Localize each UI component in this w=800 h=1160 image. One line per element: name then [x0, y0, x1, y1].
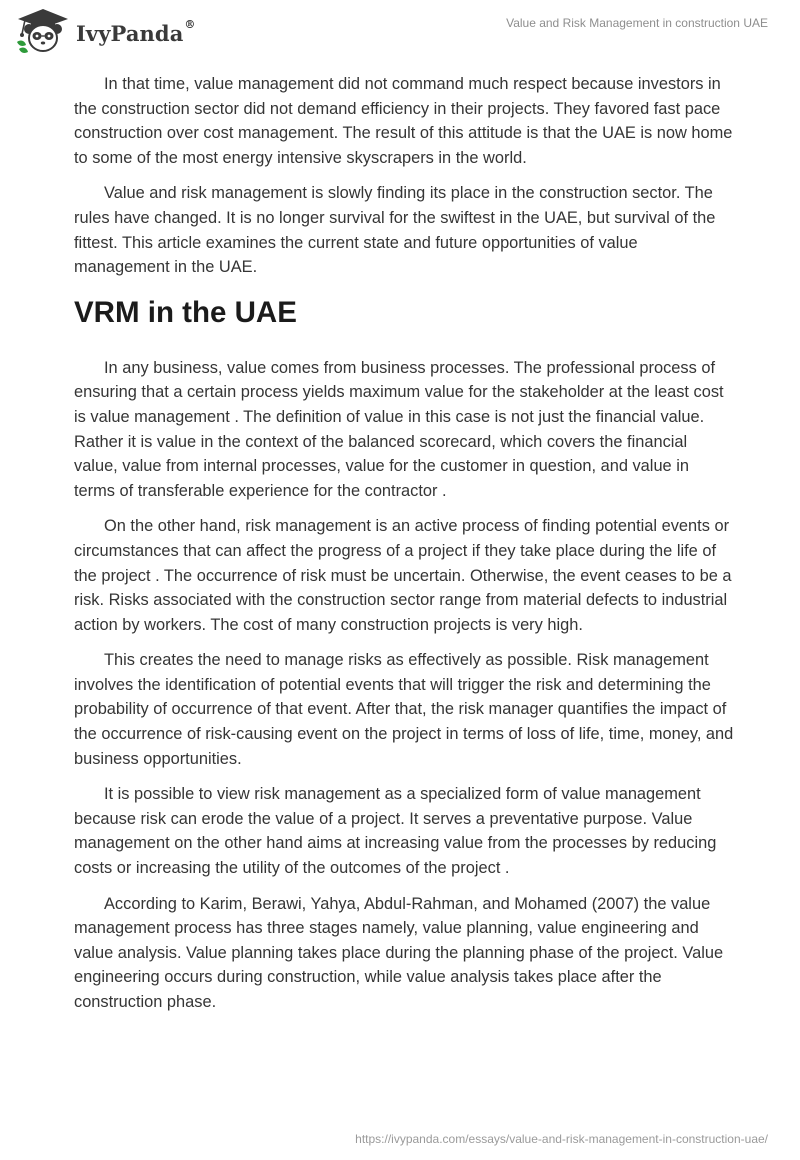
logo-text: IvyPanda [76, 20, 184, 46]
essay-content [74, 72, 734, 1026]
paragraph: According to Karim, Berawi, Yahya, Abdul-Rahman, and Mohamed (2007) the value management process has three stages namely, value planning, value engineering and value analysis. Value planning takes place during the planning phase of the project. Value engineering occurs during construction, while value analysis takes place after the construction phase. [74, 894, 724, 1011]
paragraph: On the other hand, risk management is an active process of finding potential events or circumstances that can affect the progress of a project if they take place during the life of the project . The occurrence of risk must be uncertain. Otherwise, the event ceases to be a risk. Risks associated with the construction sector range from material defects to industrial action by workers. The cost of many construction projects is very high. [74, 517, 732, 634]
section-heading: VRM in the UAE [74, 295, 297, 329]
paragraph: This creates the need to manage risks as effectively as possible. Risk management involves the identification of potential events that will trigger the risk and determining the probability of occurrence of that event. After that, the risk manager quantifies the impact of the occurrence of risk-causing event on the project in terms of loss of life, time, money, and business opportunities. [74, 651, 734, 768]
registered-mark: ® [184, 17, 196, 31]
paragraph: In that time, value management did not command much respect because investors in the construction sector did not demand efficiency in their projects. They favored fast pace construction over cost management. The result of this attitude is that the UAE is now home to some of the most energy intensive skyscrapers in the world. [74, 75, 733, 167]
paragraph: In any business, value comes from business processes. The professional process of ensuring that a certain process yields maximum value for the stakeholder at the least cost is value management . The definition of value in this case is not just the financial value. Rather it is value in the context of the balanced scorecard, which covers the financial value, value from internal processes, value for the customer in question, and value in terms of transferable experience for the contractor . [74, 358, 724, 500]
panda-graduate-icon [16, 8, 70, 54]
paragraph: It is possible to view risk management as a specialized form of value management because risk can erode the value of a project. It serves a preventative purpose. Value management on the other hand aims at increasing value from the processes by reducing costs or increasing the utility of the outcomes of the project . [74, 785, 717, 878]
source-url[interactable]: https://ivypanda.com/essays/value-and-risk-management-in-construction-uae/ [355, 1132, 768, 1146]
document-title: Value and Risk Management in construction UAE [506, 16, 768, 30]
paragraph: Value and risk management is slowly finding its place in the construction sector. The rules have changed. It is no longer survival for the swiftest in the UAE, but survival of the fittest. This article examines the current state and future opportunities of value management in the UAE. [74, 184, 716, 277]
logo-wordmark [76, 17, 196, 46]
page-header [0, 0, 800, 60]
ivypanda-logo[interactable] [16, 8, 196, 54]
